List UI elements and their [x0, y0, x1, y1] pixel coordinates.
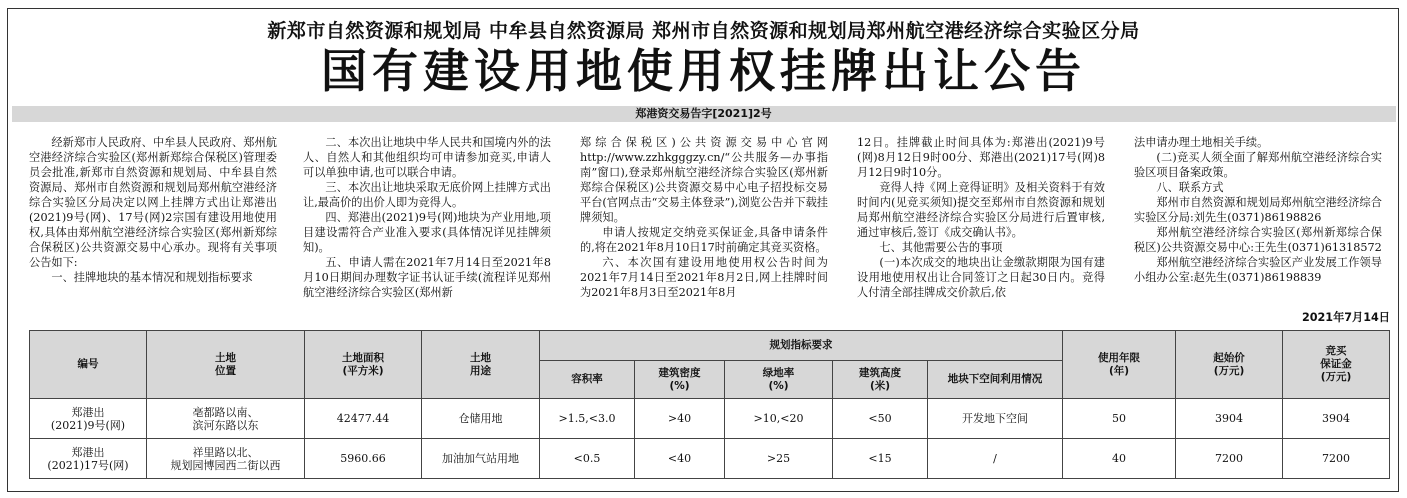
paragraph: 五、申请人需在2021年7月14日至2021年8月10日期间办理数字证书认证手续(流程详见郑州航空港经济综合实验区(郑州新: [303, 256, 551, 299]
paragraph: 四、郑港出(2021)9号(网)地块为产业用地,项目建设需符合产业准入要求(具体情况详见挂牌须知)。: [303, 211, 551, 254]
cell-far: >1.5,<3.0: [540, 399, 635, 439]
land-parcel-table: [29, 330, 1390, 479]
cell-deposit: 3904: [1283, 399, 1390, 439]
cell-no: 郑港出 (2021)17号(网): [30, 439, 147, 479]
header-location: 土地 位置: [147, 331, 305, 399]
header-underground: 地块下空间利用情况: [928, 361, 1063, 399]
notice-title: 国有建设用地使用权挂牌出让公告: [321, 44, 1086, 98]
cell-underground: /: [928, 439, 1063, 479]
header-years: 使用年限 (年): [1063, 331, 1176, 399]
cell-underground: 开发地下空间: [928, 399, 1063, 439]
paragraph: 12日。挂牌截止时间具体为:郑港出(2021)9号(网)8月12日9时00分、郑港出(2021)17号(网)8月12日9时10分。: [857, 136, 1105, 179]
cell-years: 40: [1063, 439, 1176, 479]
header-start-price: 起始价 (万元): [1176, 331, 1283, 399]
cell-location: 祥里路以北、 规划园博园西二街以西: [147, 439, 305, 479]
cell-green: >10,<20: [725, 399, 833, 439]
cell-area: 42477.44: [305, 399, 422, 439]
header-area: 土地面积 (平方米): [305, 331, 422, 399]
paragraph: (二)竞买人须全面了解郑州航空港经济综合实验区项目备案政策。: [1134, 151, 1382, 179]
notice-date: 2021年7月14日: [1301, 311, 1390, 324]
header-green: 绿地率 (%): [725, 361, 833, 399]
paragraph: 法申请办理土地相关手续。: [1134, 136, 1269, 149]
cell-density: >40: [635, 399, 725, 439]
paragraph: 郑州航空港经济综合实验区产业发展工作领导小组办公室:赵先生(0371)86198839: [1134, 256, 1382, 284]
paragraph: 八、联系方式: [1156, 181, 1224, 194]
cell-start-price: 3904: [1176, 399, 1283, 439]
header-deposit: 竞买 保证金 (万元): [1283, 331, 1390, 399]
paragraph: 经新郑市人民政府、中牟县人民政府、郑州航空港经济综合实验区(郑州新郑综合保税区)管理委员会批准,新郑市自然资源和规划局、中牟县自然资源局、郑州市自然资源和规划局郑州航空港经济综合实验区分局决定以网上挂牌方式出让郑港出(2021)9号(网)、17号(网)2宗国有建设用地使用权,具体由郑州航空港经济综合实验区(郑州新郑综合保税区)公共资源交易中心承办。现将有关事项公告如下:: [29, 136, 277, 269]
cell-green: >25: [725, 439, 833, 479]
cell-start-price: 7200: [1176, 439, 1283, 479]
header-far: 容积率: [540, 361, 635, 399]
cell-height: <15: [833, 439, 928, 479]
header-no: 编号: [30, 331, 147, 399]
doc-number: 郑港资交易告字[2021]2号: [635, 107, 772, 120]
paragraph: 郑州航空港经济综合实验区(郑州新郑综合保税区)公共资源交易中心:王先生(0371)61318572: [1134, 226, 1382, 254]
header-use: 土地 用途: [422, 331, 540, 399]
cell-deposit: 7200: [1283, 439, 1390, 479]
cell-use: 仓储用地: [422, 399, 540, 439]
cell-height: <50: [833, 399, 928, 439]
cell-no: 郑港出 (2021)9号(网): [30, 399, 147, 439]
paragraph: 六、本次国有建设用地使用权公告时间为2021年7月14日至2021年8月2日,网上挂牌时间为2021年8月3日至2021年8月: [580, 256, 828, 299]
paragraph: 二、本次出让地块中华人民共和国境内外的法人、自然人和其他组织均可申请参加竞买,申请人可以单独申请,也可以联合申请。: [303, 136, 551, 179]
cell-area: 5960.66: [305, 439, 422, 479]
cell-use: 加油加气站用地: [422, 439, 540, 479]
table-row: [30, 399, 1390, 439]
paragraph: 竞得人持《网上竞得证明》及相关资料于有效时间内(见竞买须知)提交至郑州市自然资源和规划局郑州航空港经济综合实验区分局进行后置审核,通过审核后,签订《成交确认书》。: [857, 181, 1105, 239]
text-column-1: [29, 135, 277, 325]
text-column-5: [1134, 135, 1382, 325]
cell-density: <40: [635, 439, 725, 479]
header-height: 建筑高度 (米): [833, 361, 928, 399]
cell-far: <0.5: [540, 439, 635, 479]
paragraph: 三、本次出让地块采取无底价网上挂牌方式出让,最高价的出价人即为竞得人。: [303, 181, 551, 209]
issuing-agencies: 新郑市自然资源和规划局 中牟县自然资源局 郑州市自然资源和规划局郑州航空港经济综合实验区分局: [267, 20, 1140, 42]
paragraph: 郑州市自然资源和规划局郑州航空港经济综合实验区分局:刘先生(0371)86198826: [1134, 196, 1382, 224]
cell-location: 亳都路以南、 滨河东路以东: [147, 399, 305, 439]
paragraph: 郑综合保税区)公共资源交易中心官网http://www.zzhkgggzy.cn/“公共服务—办事指南”窗口),登录郑州航空港经济综合实验区(郑州新郑综合保税区)公共资源交易中心电子招投标交易平台(官网点击“交易主体登录”),浏览公告并下载挂牌须知。: [580, 136, 828, 224]
text-column-2: [303, 135, 551, 325]
table-row: [30, 439, 1390, 479]
paragraph: 七、其他需要公告的事项: [879, 241, 1003, 254]
header-plan-indicators: 规划指标要求: [540, 331, 1063, 361]
text-column-3: [580, 135, 828, 325]
paragraph: 申请人按规定交纳竞买保证金,具备申请条件的,将在2021年8月10日17时前确定其竞买资格。: [580, 226, 828, 254]
paragraph: (一)本次成交的地块出让金缴款期限为国有建设用地使用权出让合同签订之日起30日内。竞得人付清全部挂牌成交价款后,依: [857, 256, 1105, 299]
header-density: 建筑密度 (%): [635, 361, 725, 399]
paragraph: 一、挂牌地块的基本情况和规划指标要求: [51, 271, 253, 284]
text-column-4: [857, 135, 1105, 325]
cell-years: 50: [1063, 399, 1176, 439]
